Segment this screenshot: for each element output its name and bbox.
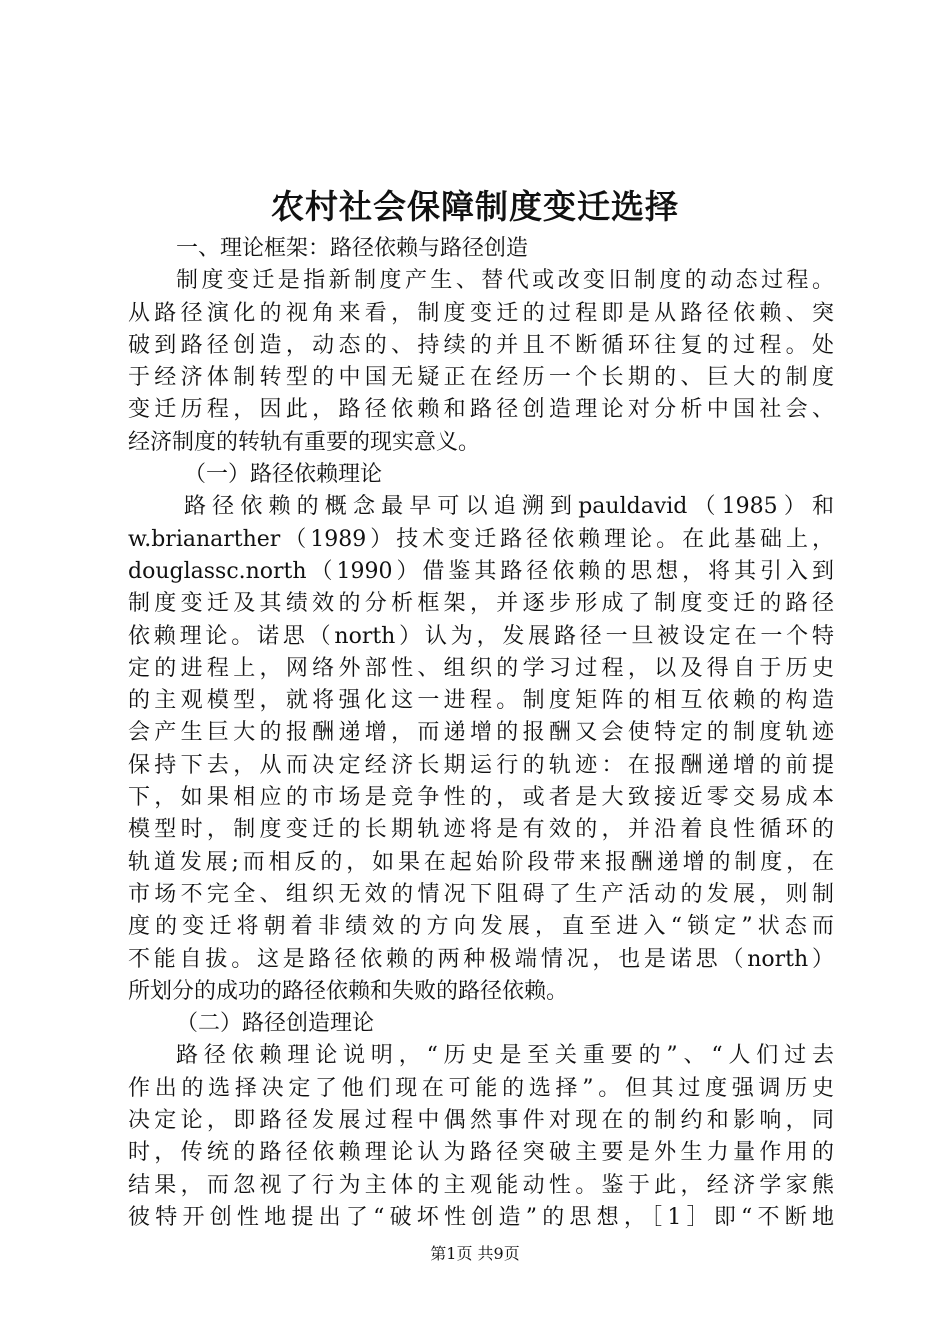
paragraph-line: 保持下去，从而决定经济长期运行的轨迹：在报酬递增的前提 [128,752,834,778]
paragraph-line: 彼特开创性地提出了“破坏性创造”的思想，［1］即“不断地 [128,1204,834,1230]
paragraph-line: 下，如果相应的市场是竞争性的，或者是大致接近零交易成本 [128,785,834,811]
paragraph-line: 时，传统的路径依赖理论认为路径突破主要是外生力量作用的 [128,1140,834,1166]
paragraph-line: 定的进程上，网络外部性、组织的学习过程，以及得自于历史 [128,655,834,681]
section-heading: 一、理论框架：路径依赖与路径创造 [176,236,529,261]
paragraph-line: 决定论，即路径发展过程中偶然事件对现在的制约和影响，同 [128,1108,834,1134]
paragraph-line: w.brianarther（1989）技术变迁路径依赖理论。在此基础上， [128,526,834,552]
subsection-heading: （一）路径依赖理论 [184,462,383,488]
paragraph-line: 会产生巨大的报酬递增，而递增的报酬又会使特定的制度轨迹 [128,720,834,746]
paragraph-line: 经济制度的转轨有重要的现实意义。 [128,429,481,455]
paragraph-line: 从路径演化的视角来看，制度变迁的过程即是从路径依赖、突 [128,300,834,326]
paragraph-line: 变迁历程，因此，路径依赖和路径创造理论对分析中国社会、 [128,397,834,423]
paragraph-line: 于经济体制转型的中国无疑正在经历一个长期的、巨大的制度 [128,365,834,391]
paragraph-line: 结果，而忽视了行为主体的主观能动性。鉴于此，经济学家熊 [128,1172,834,1198]
paragraph-line: 路径依赖理论说明，“历史是至关重要的”、“人们过去 [176,1043,834,1069]
paragraph-line: 路径依赖的概念最早可以追溯到pauldavid（1985）和 [184,494,834,520]
paragraph-line: douglassc.north（1990）借鉴其路径依赖的思想，将其引入到 [128,558,834,584]
paragraph-line: 制度变迁是指新制度产生、替代或改变旧制度的动态过程。 [176,268,834,294]
paragraph-line: 破到路径创造，动态的、持续的并且不断循环往复的过程。处 [128,332,834,358]
paragraph-line: 轨道发展;而相反的，如果在起始阶段带来报酬递增的制度，在 [128,849,834,875]
subsection-heading: （二）路径创造理论 [176,1011,375,1037]
paragraph-line: 所划分的成功的路径依赖和失败的路径依赖。 [128,978,569,1004]
paragraph-line: 制度变迁及其绩效的分析框架，并逐步形成了制度变迁的路径 [128,591,834,617]
document-body [128,233,834,1234]
paragraph-line: 依赖理论。诺思（north）认为，发展路径一旦被设定在一个特 [128,623,834,649]
paragraph-line: 的主观模型，就将强化这一进程。制度矩阵的相互依赖的构造 [128,688,834,714]
paragraph-line: 度的变迁将朝着非绩效的方向发展，直至进入“锁定”状态而 [128,914,834,940]
paragraph-line: 模型时，制度变迁的长期轨迹将是有效的，并沿着良性循环的 [128,817,834,843]
document-title: 农村社会保障制度变迁选择 [271,187,679,226]
paragraph-line: 市场不完全、组织无效的情况下阻碍了生产活动的发展，则制 [128,881,834,907]
paragraph-line: 不能自拔。这是路径依赖的两种极端情况，也是诺思（north） [128,946,834,972]
paragraph-line: 作出的选择决定了他们现在可能的选择”。但其过度强调历史 [128,1075,834,1101]
page-number: 第1页 共9页 [430,1244,520,1263]
